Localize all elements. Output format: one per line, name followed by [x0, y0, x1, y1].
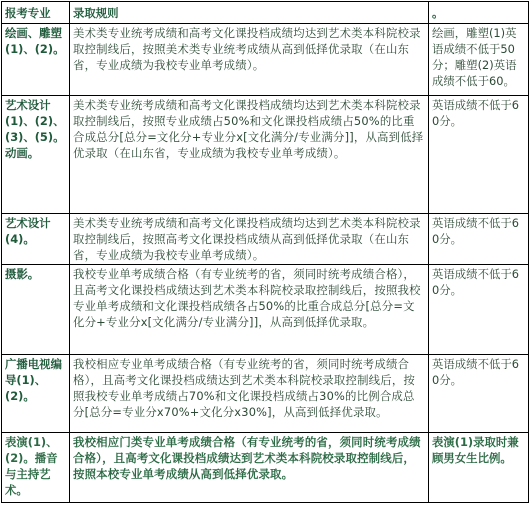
- header-major: 报考专业: [2, 2, 70, 24]
- major-cell: 摄影。: [2, 265, 70, 355]
- major-cell: 广播电视编导(1)、(2)。: [2, 355, 70, 433]
- rule-cell: 美术类专业统考成绩和高考文化课投档成绩均达到艺术类本科院校录取控制线后，按照专业成绩占50%和文化课投档成绩占50%的比重合成总分[总分=文化分+专业分x[文化满分/专业满分]]，从高到低择优录取（在山东省，专业成绩为我校专业单考成绩）。: [70, 96, 429, 214]
- major-cell: 绘画、雕塑(1)、(2)。: [2, 24, 70, 96]
- major-cell: 表演(1)、(2)。播音与主持艺术。: [2, 433, 70, 503]
- note-cell: 绘画，雕塑(1)英语成绩不低于50分；雕塑(2)英语成绩不低于60。: [429, 24, 529, 96]
- table-row: [2, 24, 529, 96]
- note-cell: 英语成绩不低于60分。: [429, 214, 529, 265]
- header-rule: 录取规则: [70, 2, 429, 24]
- table-row: [2, 433, 529, 503]
- major-cell: 艺术设计(1)、(2)、(3)、(5)。动画。: [2, 96, 70, 214]
- table-row: [2, 355, 529, 433]
- rule-cell: 美术类专业统考成绩和高考文化课投档成绩均达到艺术类本科院校录取控制线后，按照高考文化课投档成绩从高到低择优录取（在山东省，专业成绩为我校专业单考成绩）。: [70, 214, 429, 265]
- note-cell: 表演(1)录取时兼顾男女生比例。: [429, 433, 529, 503]
- rule-cell: 我校专业单考成绩合格（有专业统考的省，须同时统考成绩合格），且高考文化课投档成绩达到艺术类本科院校录取控制线后，按照我校专业单考成绩和文化课投档成绩各占50%的比重合成总分[总分=文化分+专业分x[文化满分/专业满分]]，从高到低择优录取。: [70, 265, 429, 355]
- rule-cell: 美术类专业统考成绩和高考文化课投档成绩均达到艺术类本科院校录取控制线后，按照美术类专业统考成绩从高到低择优录取（在山东省，专业成绩为我校专业单考成绩）。: [70, 24, 429, 96]
- note-cell: 英语成绩不低于60分。: [429, 355, 529, 433]
- major-cell: 艺术设计(4)。: [2, 214, 70, 265]
- header-note: 。: [429, 2, 529, 24]
- admission-rules-table: [1, 1, 529, 503]
- note-cell: 英语成绩不低于60分。: [429, 96, 529, 214]
- header-row: [2, 2, 529, 24]
- table-row: [2, 265, 529, 355]
- note-cell: 英语成绩不低于60分。: [429, 265, 529, 355]
- rule-cell: 我校相应专业单考成绩合格（有专业统考的省，须同时统考成绩合格），且高考文化课投档成绩达到艺术类本科院校录取控制线后，按照我校专业单考成绩占70%和文化课投档成绩占30%的比例合成总分[总分=专业分x70%+文化分x30%]，从高到低择优录取。: [70, 355, 429, 433]
- rule-cell: 我校相应门类专业单考成绩合格（有专业统考的省，须同时统考成绩合格），且高考文化课投档成绩达到艺术类本科院校录取控制线后，按照本校专业单考成绩从高到低择优录取。: [70, 433, 429, 503]
- table-row: [2, 214, 529, 265]
- table-row: [2, 96, 529, 214]
